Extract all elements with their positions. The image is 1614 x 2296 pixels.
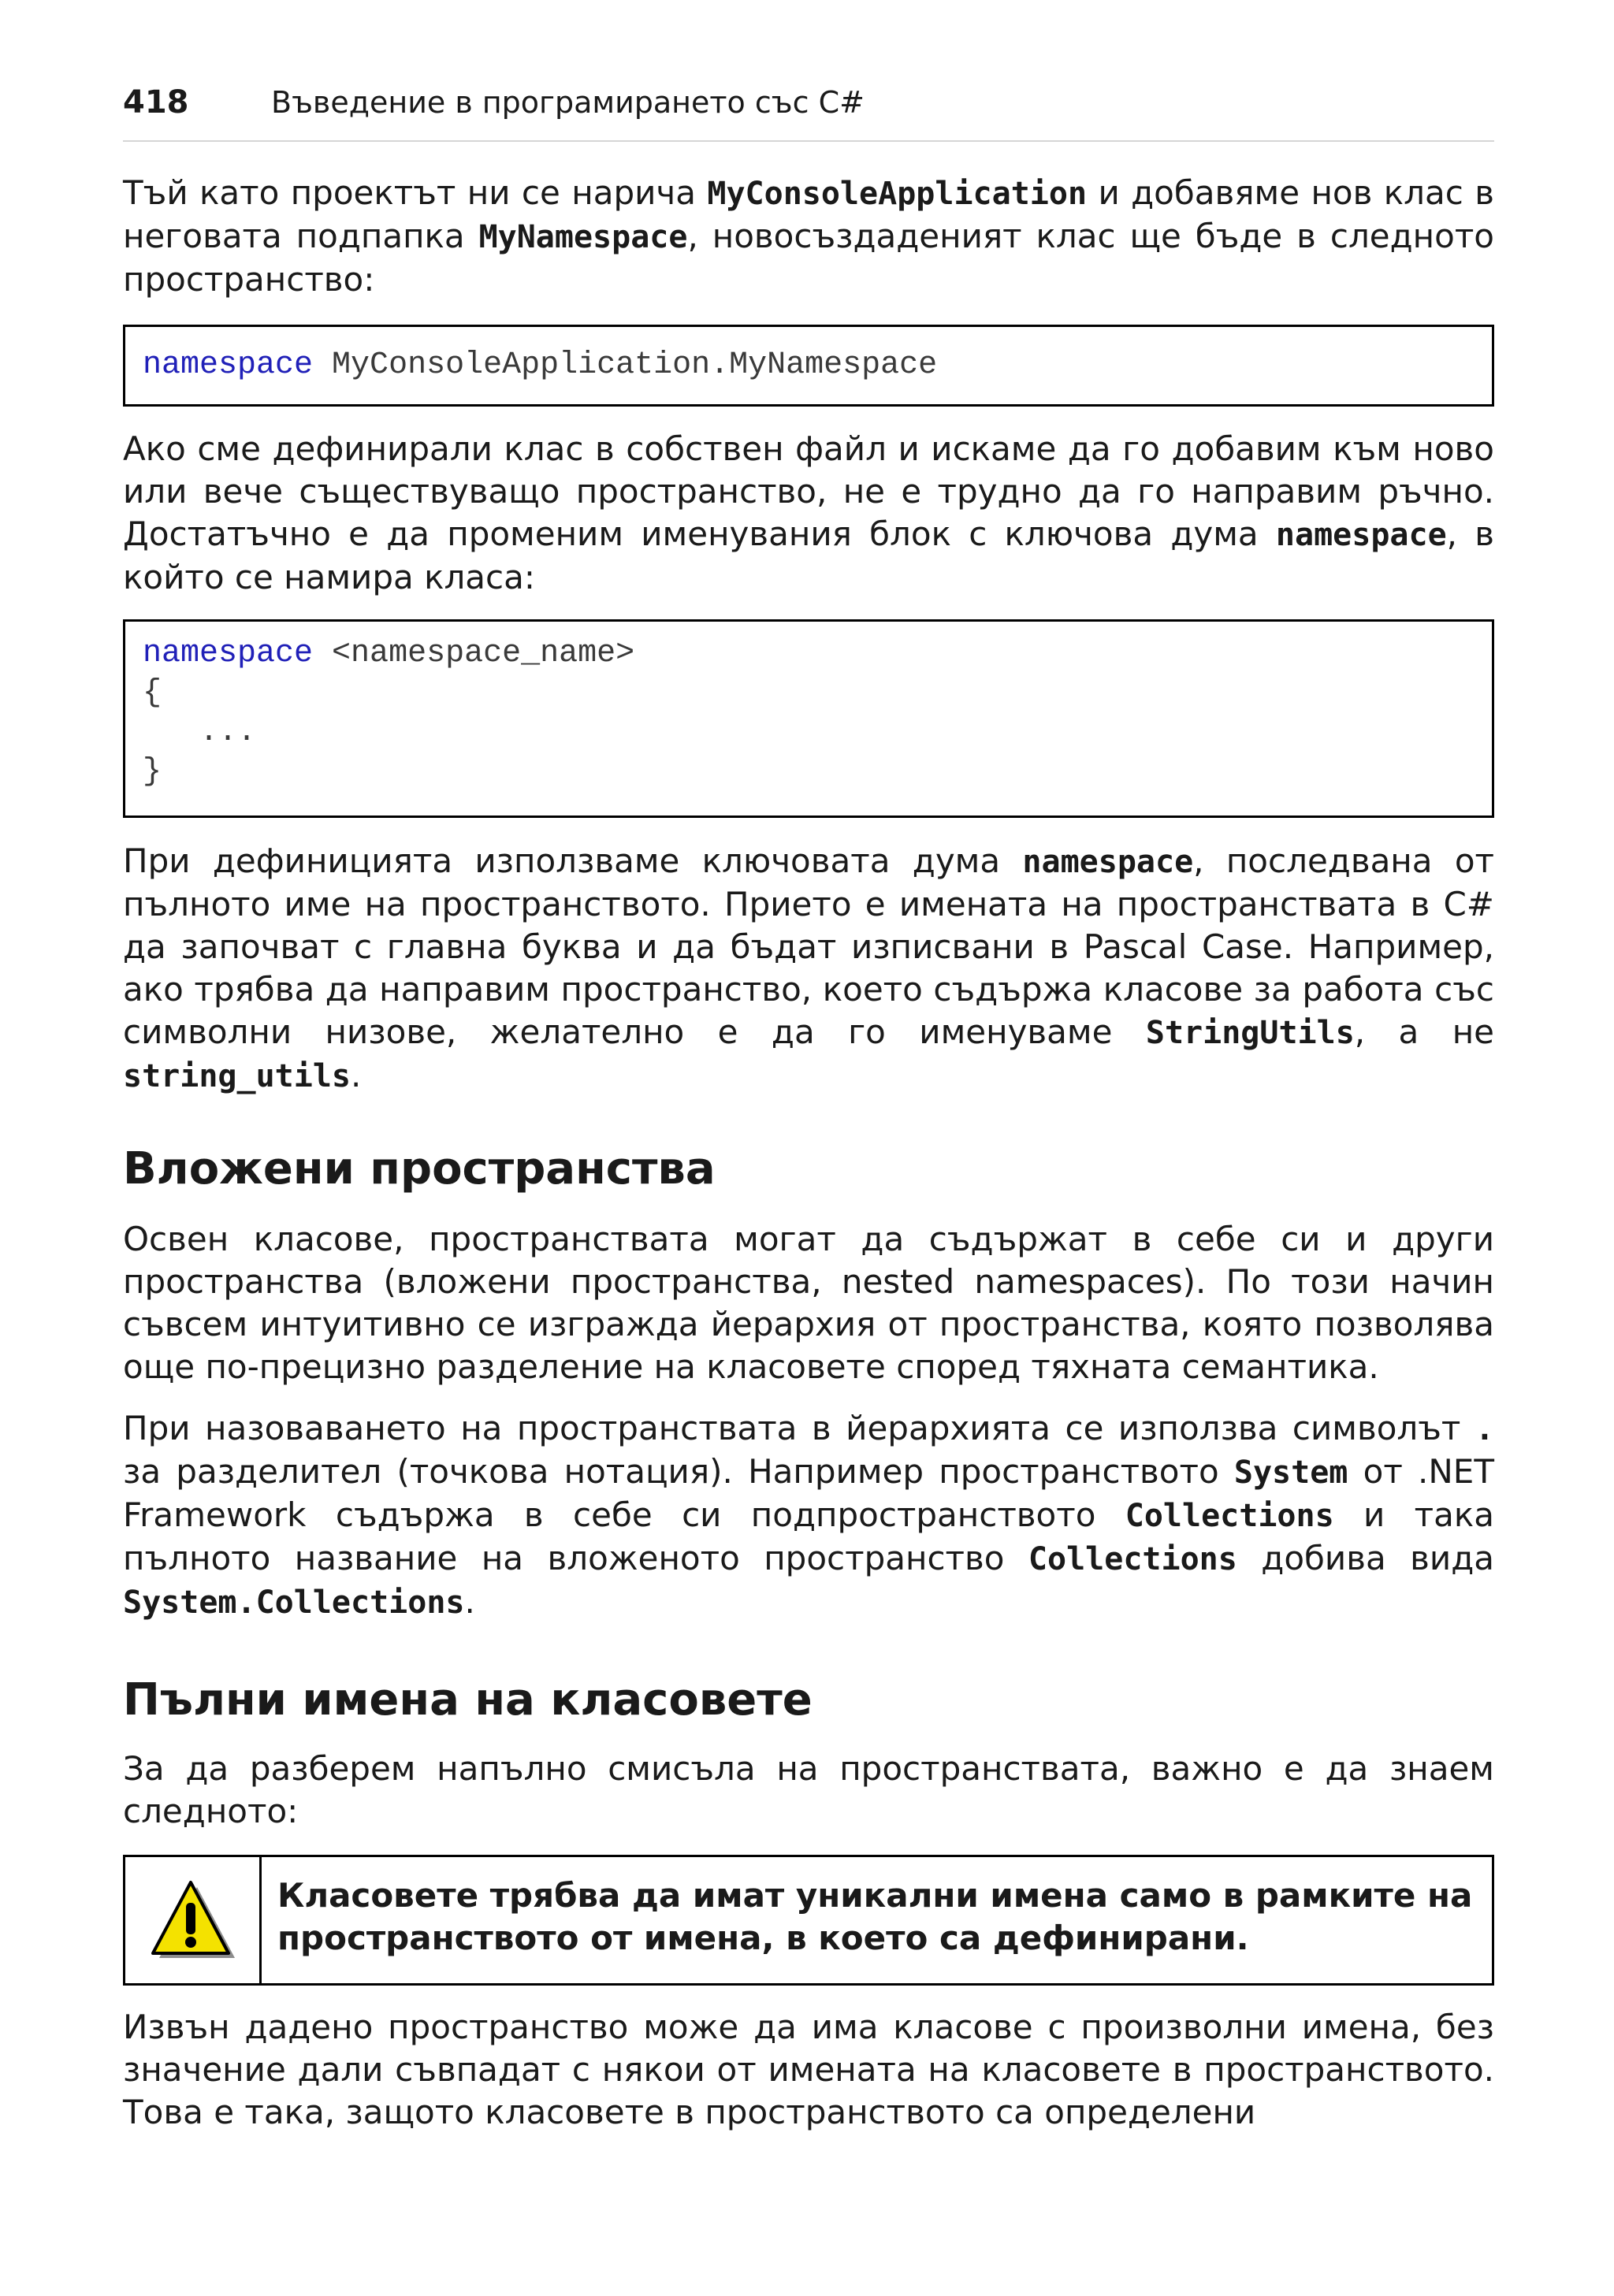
code-box-2-wrap: [123, 619, 1494, 818]
paragraph-7-wrap: [123, 2006, 1494, 2134]
text-run: Ако сме дефинирали клас в собствен файл и искаме да го добавим към ново или вече съществуващо пространство, не е трудно да го направим ръчно. Достатъчно е да променим именувания блок с ключова дума: [123, 429, 1494, 553]
text-run: добива вида: [1237, 1539, 1494, 1577]
paragraph-6: За да разберем напълно смисъла на пространствата, важно е да знаем следното:: [123, 1749, 1494, 1830]
paragraph-2-wrap: [123, 428, 1494, 599]
paragraph-1: [123, 172, 1494, 301]
running-title: Въведение в програмирането със C#: [271, 85, 865, 120]
text-run: .: [350, 1056, 362, 1094]
paragraph-5: [123, 1407, 1494, 1624]
heading-nested-wrap: [123, 1141, 1494, 1198]
text-run: и добавяме нов клас в неговата подпапка: [123, 173, 1494, 255]
inline-code: MyNamespace: [478, 219, 688, 255]
text-run: При назоваването на пространствата в йерархията се използва символът: [123, 1409, 1475, 1447]
warning-icon: [148, 1879, 236, 1961]
note-text: Класовете трябва да имат уникални имена само в рамките на пространството от имена, в което са дефинирани.: [277, 1876, 1473, 1957]
note-icon-cell: [125, 1857, 262, 1983]
paragraph-3-wrap: [123, 840, 1494, 1098]
inline-code: string_utils: [123, 1058, 351, 1094]
heading-fullnames-wrap: [123, 1672, 1494, 1729]
text-run: , в който се намира класа:: [123, 515, 1494, 596]
paragraph-1-wrap: [123, 172, 1494, 301]
code-block: [143, 634, 1475, 792]
code-text: }: [143, 754, 162, 789]
text-run: и така пълното название на вложеното пространство: [123, 1495, 1494, 1577]
code-box-1-wrap: [123, 325, 1494, 407]
code-text: ...: [143, 715, 257, 750]
paragraph-5-wrap: [123, 1407, 1494, 1624]
text-run: Тъй като проектът ни се нарича: [123, 173, 708, 212]
paragraph-6-wrap: [123, 1748, 1494, 1833]
text-run: , последвана от пълното име на пространството. Прието е имената на пространствата в C# да започват с главна буква и да бъдат изписвани в Pascal Case. Например, ако трябва да направим пространство, което съдържа класове за работа със символни низове, желателно е да го именуваме: [123, 841, 1494, 1051]
text-run: .: [464, 1582, 475, 1621]
code-line: [143, 346, 937, 385]
inline-code: MyConsoleApplication: [707, 176, 1088, 212]
inline-code: Collections: [1028, 1541, 1237, 1577]
page-header: [123, 80, 1494, 142]
inline-code: namespace: [1022, 844, 1194, 880]
code-text: {: [143, 675, 162, 711]
text-run: При дефиницията използваме ключовата дума: [123, 841, 1023, 880]
code-keyword: namespace: [143, 636, 314, 671]
paragraph-4: Освен класове, пространствата могат да съдържат в себе си и други пространства (вложени пространства, nested namespaces). По този начин съвсем интуитивно се изгражда йерархия от пространства, която позволява още по-прецизно разделение на класовете според тяхната семантика.: [123, 1220, 1494, 1386]
code-box-2: [123, 619, 1494, 818]
inline-code: namespace: [1275, 517, 1447, 553]
code-text: MyConsoleApplication.MyNamespace: [313, 347, 938, 383]
paragraph-2: [123, 428, 1494, 599]
inline-code: .: [1475, 1411, 1494, 1447]
code-keyword: namespace: [143, 347, 314, 383]
text-run: , а не: [1354, 1012, 1495, 1051]
code-text: <namespace_name>: [313, 636, 635, 671]
text-run: от .NET Framework съдържа в себе си подпространството: [123, 1452, 1494, 1534]
section-heading-fullnames: Пълни имена на класовете: [123, 1674, 813, 1726]
paragraph-7: Извън дадено пространство може да има класове с произволни имена, без значение дали съвпадат с някои от имената на класовете в пространството. Това е така, защото класовете в пространството са определени: [123, 2008, 1494, 2131]
inline-code: Collections: [1125, 1498, 1334, 1534]
inline-code: StringUtils: [1145, 1015, 1355, 1051]
inline-code: System: [1233, 1455, 1348, 1491]
note-box: [123, 1855, 1494, 1986]
section-heading-nested: Вложени пространства: [123, 1143, 716, 1194]
inline-code: System.Collections: [123, 1585, 465, 1621]
paragraph-3: [123, 840, 1494, 1098]
code-box-1: [123, 325, 1494, 407]
paragraph-4-wrap: [123, 1218, 1494, 1388]
note-box-wrap: [123, 1855, 1494, 1986]
text-run: за разделител (точкова нотация). Например пространството: [123, 1452, 1234, 1491]
page-number: 418: [123, 84, 189, 121]
text-run: , новосъздаденият клас ще бъде в следното пространство:: [123, 217, 1494, 299]
